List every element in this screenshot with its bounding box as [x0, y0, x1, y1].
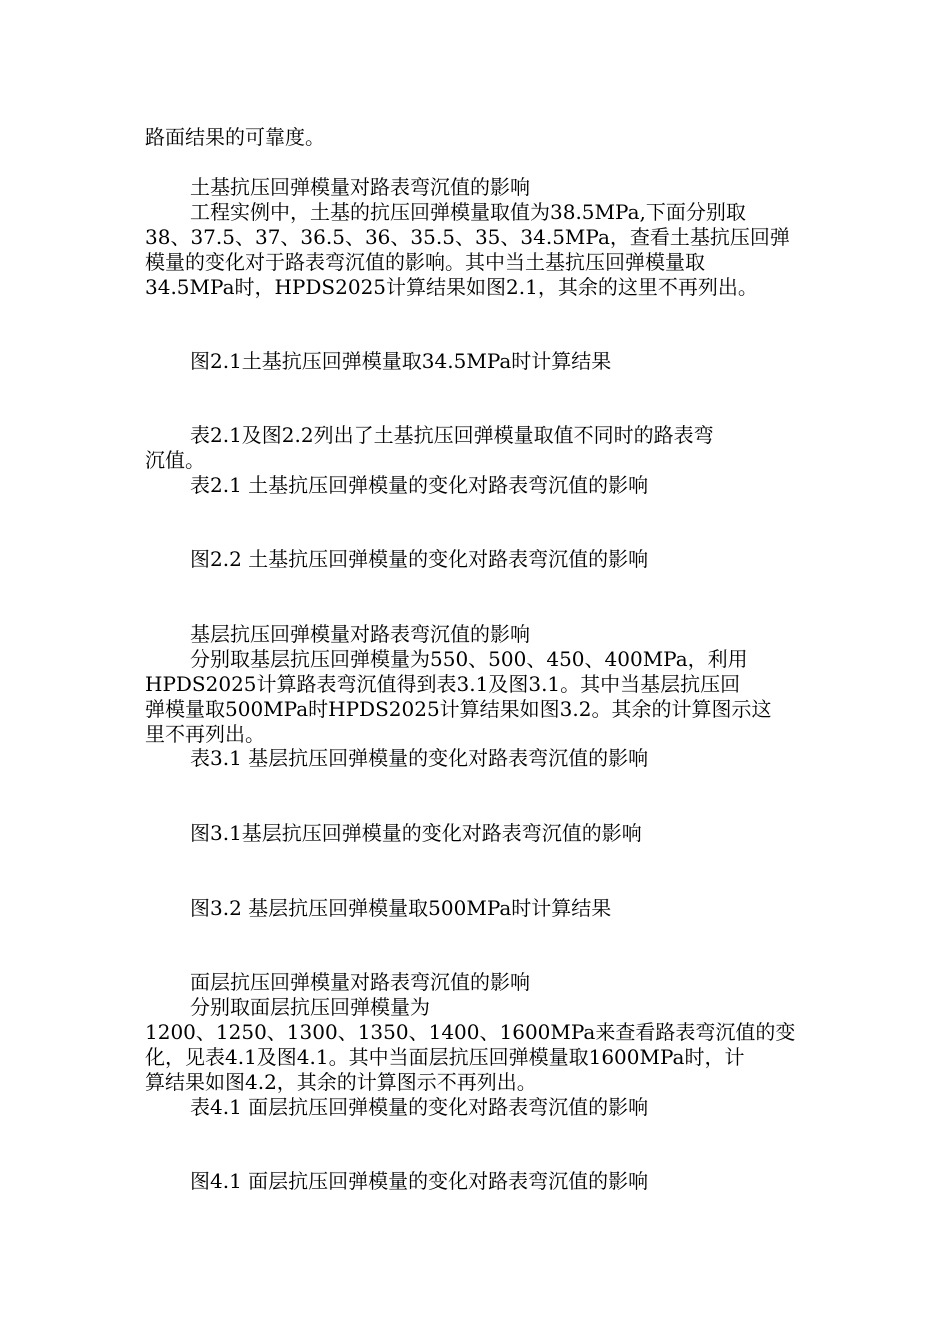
section-heading-base: 基层抗压回弹模量对路表弯沉值的影响 — [190, 622, 530, 646]
paragraph-line: 表2.1及图2.2列出了土基抗压回弹模量取值不同时的路表弯 — [190, 423, 714, 447]
figure-caption-2-1: 图2.1土基抗压回弹模量取34.5MPa时计算结果 — [190, 349, 612, 373]
table-caption-4-1: 表4.1 面层抗压回弹模量的变化对路表弯沉值的影响 — [190, 1095, 649, 1119]
figure-caption-4-1: 图4.1 面层抗压回弹模量的变化对路表弯沉值的影响 — [190, 1169, 649, 1193]
table-caption-3-1: 表3.1 基层抗压回弹模量的变化对路表弯沉值的影响 — [190, 746, 649, 770]
paragraph-line: 38、37.5、37、36.5、36、35.5、35、34.5MPa，查看土基抗压回弹 — [145, 225, 790, 249]
figure-caption-2-2: 图2.2 土基抗压回弹模量的变化对路表弯沉值的影响 — [190, 547, 649, 571]
paragraph-line: 1200、1250、1300、1350、1400、1600MPa来查看路表弯沉值的变 — [145, 1020, 796, 1044]
paragraph-line: 模量的变化对于路表弯沉值的影响。其中当土基抗压回弹模量取 — [145, 250, 705, 274]
paragraph-line: 工程实例中，土基的抗压回弹模量取值为38.5MPa,下面分别取 — [190, 200, 746, 224]
paragraph-line: 里不再列出。 — [145, 722, 265, 746]
paragraph-line: 算结果如图4.2，其余的计算图示不再列出。 — [145, 1070, 537, 1094]
paragraph-line: 化，见表4.1及图4.1。其中当面层抗压回弹模量取1600MPa时，计 — [145, 1045, 745, 1069]
figure-caption-3-1: 图3.1基层抗压回弹模量的变化对路表弯沉值的影响 — [190, 821, 642, 845]
section-heading-surface: 面层抗压回弹模量对路表弯沉值的影响 — [190, 970, 530, 994]
paragraph-line: 弹模量取500MPa时HPDS2025计算结果如图3.2。其余的计算图示这 — [145, 697, 772, 721]
intro-tail-text: 路面结果的可靠度。 — [145, 125, 325, 149]
section-heading-subgrade: 土基抗压回弹模量对路表弯沉值的影响 — [190, 175, 530, 199]
figure-caption-3-2: 图3.2 基层抗压回弹模量取500MPa时计算结果 — [190, 896, 612, 920]
table-caption-2-1: 表2.1 土基抗压回弹模量的变化对路表弯沉值的影响 — [190, 473, 649, 497]
paragraph-line: 分别取面层抗压回弹模量为 — [190, 995, 430, 1019]
paragraph-line: 34.5MPa时，HPDS2025计算结果如图2.1，其余的这里不再列出。 — [145, 275, 758, 299]
paragraph-line: 分别取基层抗压回弹模量为550、500、450、400MPa，利用 — [190, 647, 748, 671]
paragraph-line: HPDS2025计算路表弯沉值得到表3.1及图3.1。其中当基层抗压回 — [145, 672, 741, 696]
paragraph-line: 沉值。 — [145, 448, 205, 472]
